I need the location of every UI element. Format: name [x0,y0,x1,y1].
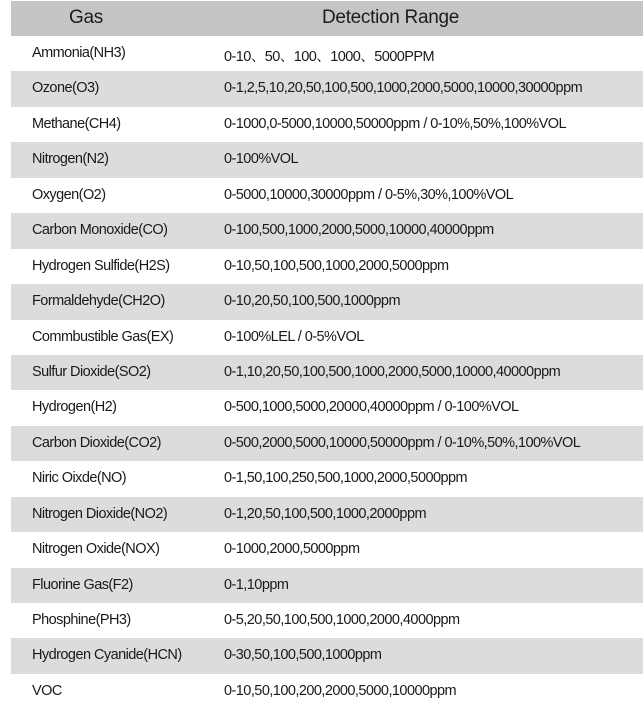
header-gas: Gas [69,7,103,28]
gas-name-cell: Nitrogen Oxide(NOX) [32,541,160,558]
gas-name-cell: Hydrogen(H2) [32,399,117,416]
detection-range-cell: 0-1,50,100,250,500,1000,2000,5000ppm [224,470,468,487]
gas-name-cell: Sulfur Dioxide(SO2) [32,363,151,380]
detection-range-cell: 0-10、50、100、1000、5000PPM [224,49,435,65]
gas-name-cell: Nitrogen Dioxide(NO2) [32,505,168,522]
detection-range-cell: 0-1000,2000,5000ppm [224,541,360,558]
table-body [11,36,643,709]
detection-range-cell: 0-1000,0-5000,10000,50000ppm / 0-10%,50%,100%VOL [224,115,567,132]
gas-name-cell: Phosphine(PH3) [32,612,131,628]
gas-name-cell: Carbon Dioxide(CO2) [32,434,161,451]
gas-name-cell: Hydrogen Cyanide(HCN) [32,647,182,664]
detection-range-cell: 0-30,50,100,500,1000ppm [224,647,382,664]
table-row [11,603,643,638]
table-header [11,1,643,36]
table-row [11,638,643,673]
table-row [11,532,643,567]
detection-range-cell: 0-10,50,100,500,1000,2000,5000ppm [224,257,449,274]
gas-name-cell: Commbustible Gas(EX) [32,328,174,345]
table-row [11,284,643,319]
table-row [11,36,643,71]
table-row [11,497,643,532]
gas-name-cell: Nitrogen(N2) [32,151,109,168]
table-row [11,355,643,390]
table-row [11,390,643,425]
detection-range-cell: 0-5000,10000,30000ppm / 0-5%,30%,100%VOL [224,186,514,203]
table-row [11,107,643,142]
detection-range-cell: 0-500,2000,5000,10000,50000ppm / 0-10%,50%,100%VOL [224,434,581,451]
table-row [11,178,643,213]
detection-range-cell: 0-1,2,5,10,20,50,100,500,1000,2000,5000,10000,30000ppm [224,80,583,97]
detection-range-cell: 0-5,20,50,100,500,1000,2000,4000ppm [224,612,460,628]
detection-range-cell: 0-1,20,50,100,500,1000,2000ppm [224,505,426,522]
detection-range-cell: 0-100,500,1000,2000,5000,10000,40000ppm [224,222,494,239]
table-row [11,142,643,177]
detection-range-cell: 0-10,50,100,200,2000,5000,10000ppm [224,682,457,699]
gas-detection-table [11,1,643,709]
detection-range-cell: 0-1,10ppm [224,576,289,593]
detection-range-cell: 0-100%LEL / 0-5%VOL [224,328,364,345]
header-detection-range: Detection Range [322,7,460,28]
table-row [11,71,643,106]
detection-range-cell: 0-10,20,50,100,500,1000ppm [224,293,400,310]
table-row [11,320,643,355]
detection-range-cell: 0-500,1000,5000,20000,40000ppm / 0-100%VOL [224,399,519,416]
table-row [11,213,643,248]
gas-name-cell: Fluorine Gas(F2) [32,576,133,593]
table-row [11,249,643,284]
table-row [11,674,643,709]
detection-range-cell: 0-100%VOL [224,151,299,168]
table-row [11,426,643,461]
gas-name-cell: Ozone(O3) [32,80,99,97]
gas-name-cell: Methane(CH4) [32,115,121,132]
gas-name-cell: Ammonia(NH3) [32,45,126,61]
gas-name-cell: Niric Oixde(NO) [32,470,127,487]
gas-name-cell: VOC [32,682,62,699]
detection-range-cell: 0-1,10,20,50,100,500,1000,2000,5000,10000,40000ppm [224,363,561,380]
gas-name-cell: Hydrogen Sulfide(H2S) [32,257,170,274]
table-row [11,568,643,603]
gas-name-cell: Carbon Monoxide(CO) [32,222,168,239]
gas-name-cell: Formaldehyde(CH2O) [32,293,165,310]
gas-name-cell: Oxygen(O2) [32,186,106,203]
table-row [11,461,643,496]
